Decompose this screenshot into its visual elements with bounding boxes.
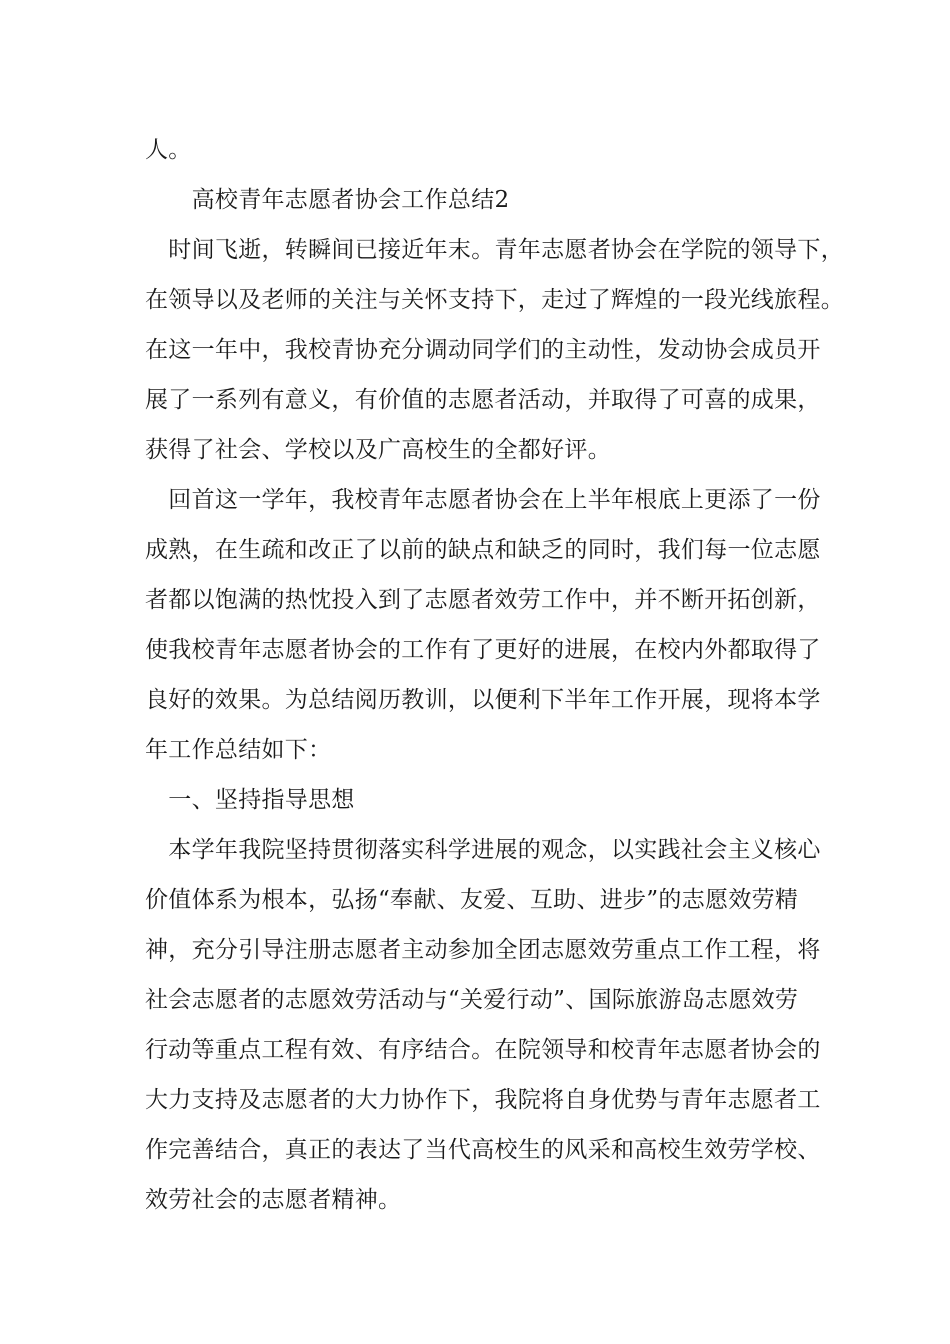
- text-line: 使我校青年志愿者协会的工作有了更好的进展，在校内外都取得了: [145, 637, 821, 663]
- text-line: 大力支持及志愿者的大力协作下，我院将自身优势与青年志愿者工: [145, 1087, 821, 1113]
- text-line: 本学年我院坚持贯彻落实科学进展的观念，以实践社会主义核心: [145, 837, 821, 863]
- text-line: 价值体系为根本，弘扬“奉献、友爱、互助、进步”的志愿效劳精: [145, 887, 799, 913]
- text-line: 时间飞逝，转瞬间已接近年末。青年志愿者协会在学院的领导下，: [145, 237, 844, 263]
- text-line: 良好的效果。为总结阅历教训，以便利下半年工作开展，现将本学: [145, 687, 821, 713]
- text-line: 作完善结合，真正的表达了当代高校生的风采和高校生效劳学校、: [145, 1137, 821, 1163]
- text-line: 社会志愿者的志愿效劳活动与“关爱行动”、国际旅游岛志愿效劳: [145, 987, 799, 1013]
- subsection-heading: 一、坚持指导思想: [145, 787, 355, 813]
- text-line: 成熟，在生疏和改正了以前的缺点和缺乏的同时，我们每一位志愿: [145, 537, 821, 563]
- text-line: 人。: [145, 137, 192, 163]
- text-line: 在这一年中，我校青协充分调动同学们的主动性，发动协会成员开: [145, 337, 821, 363]
- text-line: 者都以饱满的热忱投入到了志愿者效劳工作中，并不断开拓创新，: [145, 587, 821, 613]
- text-line: 在领导以及老师的关注与关怀支持下，走过了辉煌的一段光线旅程。: [145, 287, 844, 313]
- text-line: 行动等重点工程有效、有序结合。在院领导和校青年志愿者协会的: [145, 1037, 821, 1063]
- section-heading: 高校青年志愿者协会工作总结2: [145, 187, 510, 213]
- text-line: 效劳社会的志愿者精神。: [145, 1187, 402, 1213]
- text-line: 年工作总结如下：: [145, 737, 332, 763]
- text-line: 神，充分引导注册志愿者主动参加全团志愿效劳重点工作工程，将: [145, 937, 821, 963]
- text-line: 回首这一学年，我校青年志愿者协会在上半年根底上更添了一份: [145, 487, 821, 513]
- text-line: 获得了社会、学校以及广高校生的全都好评。: [145, 437, 611, 463]
- text-line: 展了一系列有意义，有价值的志愿者活动，并取得了可喜的成果，: [145, 387, 821, 413]
